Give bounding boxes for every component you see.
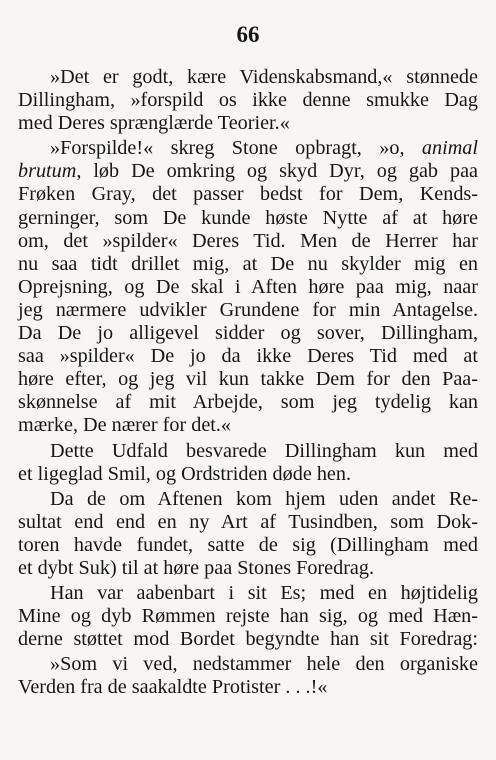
text-line: »Forspilde!« skreg Stone opbragt, »o, animal <box>50 137 478 160</box>
text-line: gerninger, som De kunde høste Nytte af at høre <box>18 206 478 229</box>
text-line: med Deres sprænglærde Teorier.« <box>18 112 290 135</box>
text-line: sultat end end en ny Art af Tusindben, som Dok- <box>18 510 478 533</box>
text-line: et dybt Suk) til at høre paa Stones Foredrag. <box>18 556 375 579</box>
body-text <box>18 66 478 700</box>
text-line: Da de om Aftenen kom hjem uden andet Re- <box>50 487 478 510</box>
text-line: Frøken Gray, det passer bedst for Dem, Kends- <box>18 183 478 206</box>
latin-phrase: animal <box>421 137 478 160</box>
text-line: mærke, De nærer for det.« <box>18 414 232 437</box>
text-line: skønnelse af mit Arbejde, som jeg tydelig kan <box>18 391 478 414</box>
text-line: nu saa tidt drillet mig, at De nu skylder mig en <box>18 252 478 275</box>
text-line: Oprejsning, og De skal i Aften høre paa mig, naar <box>18 275 478 298</box>
text-line: Dillingham, »forspild os ikke denne smukke Dag <box>18 89 478 112</box>
text-line: derne støttet mod Bordet begyndte han sit Foredrag: <box>18 628 478 651</box>
text-line: »Det er godt, kære Videnskabsmand,« stønnede <box>50 66 478 88</box>
text-line: om, det »spilder« Deres Tid. Men de Herrer har <box>18 229 478 252</box>
text-line: Dette Udfald besvarede Dillingham kun med <box>50 439 478 462</box>
text-line: et ligeglad Smil, og Ordstriden døde hen. <box>18 462 352 485</box>
text-line: jeg nærmere udvikler Grundene for min Antagelse. <box>18 298 478 321</box>
text-line: saa »spilder« De jo da ikke Deres Tid med at <box>18 345 478 368</box>
text-line: Han var aabenbart i sit Es; med en højtidelig <box>50 582 478 605</box>
text-line: høre efter, og jeg vil kun takke Dem for den Paa- <box>18 368 478 391</box>
text-line: brutum, løb De omkring og skyd Dyr, og gab paa <box>18 160 478 183</box>
text-line: toren havde fundet, satte de sig (Dillingham med <box>18 533 478 556</box>
text-line: Da De jo alligevel sidder og sover, Dillingham, <box>18 322 478 345</box>
latin-phrase: brutum <box>18 160 77 183</box>
text-line: Verden fra de saakaldte Protister . . .!« <box>18 676 328 699</box>
text-line: »Som vi ved, nedstammer hele den organiske <box>50 653 478 676</box>
page-number: 66 <box>236 22 260 47</box>
text-line: Mine og dyb Rømmen rejste han sig, og med Hæn- <box>18 605 478 628</box>
